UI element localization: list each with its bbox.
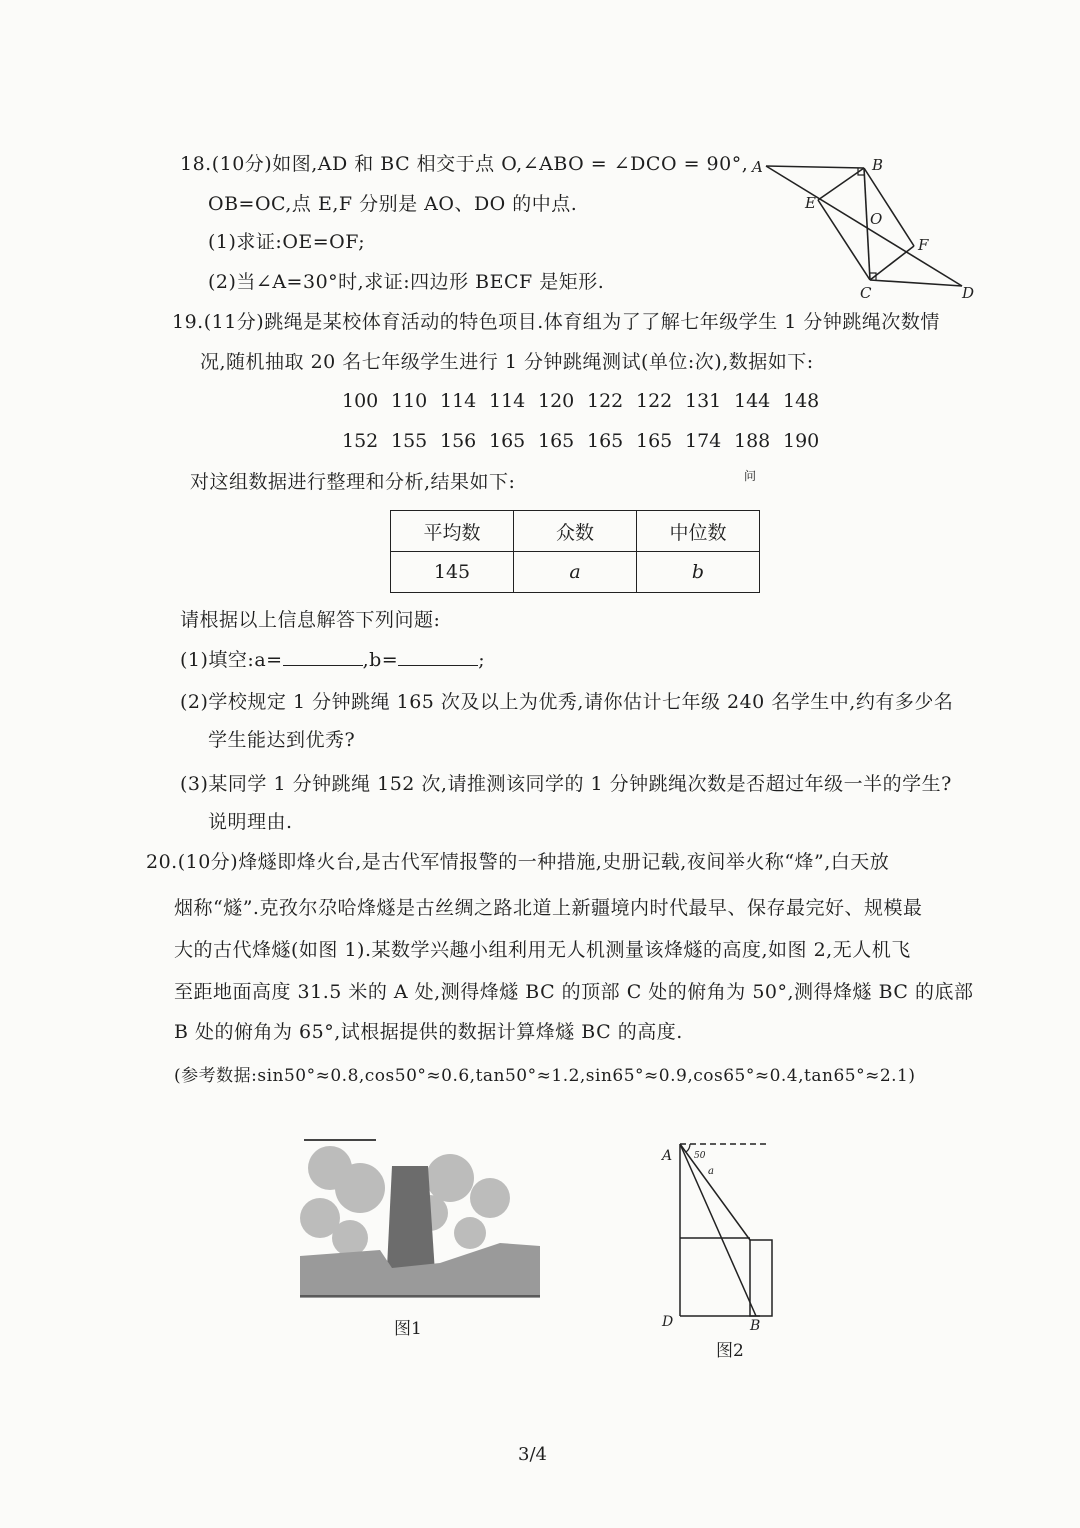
data-value: 188	[734, 430, 771, 452]
q19-part2-line1: (2)学校规定 1 分钟跳绳 165 次及以上为优秀,请你估计七年级 240 名学生中,约有多少名	[180, 691, 954, 713]
data-value: 165	[587, 430, 624, 452]
segment-ec	[818, 200, 870, 280]
q18-line2: OB=OC,点 E,F 分别是 AO、DO 的中点.	[208, 193, 578, 215]
label-a: A	[752, 158, 763, 176]
value-mean: 145	[391, 552, 514, 593]
data-value: 156	[440, 430, 477, 452]
value-median: b	[637, 552, 760, 593]
q20-line4: 至距地面高度 31.5 米的 A 处,测得烽燧 BC 的顶部 C 处的俯角为 50°,测得烽燧 BC 的底部	[174, 981, 974, 1003]
label-angle-50: 50	[694, 1151, 706, 1161]
data-value: 152	[342, 430, 379, 452]
data-value: 174	[685, 430, 722, 452]
data-value: 120	[538, 390, 575, 412]
data-value: 122	[636, 390, 673, 412]
data-value: 110	[391, 390, 428, 412]
q19-part3-line1: (3)某同学 1 分钟跳绳 152 次,请推测该同学的 1 分钟跳绳次数是否超过年级一半的学生?	[180, 773, 952, 795]
part1-end: ;	[478, 649, 486, 671]
q18-figure	[748, 150, 980, 305]
q19-line1: 19.(11分)跳绳是某校体育活动的特色项目.体育组为了了解七年级学生 1 分钟跳绳次数情	[172, 311, 940, 333]
q20-reference-data: (参考数据:sin50°≈0.8,cos50°≈0.6,tan50°≈1.2,sin65°≈0.9,cos65°≈0.4,tan65°≈2.1)	[174, 1066, 916, 1086]
sightline-to-b	[680, 1144, 756, 1316]
data-value: 155	[391, 430, 428, 452]
label-d: D	[662, 1314, 674, 1330]
data-value: 114	[440, 390, 477, 412]
label-f: F	[918, 236, 929, 254]
label-e: E	[805, 194, 816, 212]
q19-line3: 对这组数据进行整理和分析,结果如下:	[190, 471, 516, 493]
data-row-1	[342, 390, 832, 412]
label-a: A	[662, 1148, 673, 1164]
part1-mid: ,b=	[362, 649, 399, 671]
figure2-caption: 图2	[716, 1341, 744, 1361]
label-c: C	[860, 284, 872, 302]
label-angle-a: a	[708, 1166, 714, 1177]
beacon-tower-photo	[300, 1138, 540, 1310]
q19-line2: 况,随机抽取 20 名七年级学生进行 1 分钟跳绳测试(单位:次),数据如下:	[200, 351, 814, 373]
data-value: 190	[783, 430, 820, 452]
q18-part1: (1)求证:OE=OF;	[208, 231, 366, 253]
q18-part2: (2)当∠A=30°时,求证:四边形 BECF 是矩形.	[208, 271, 605, 293]
q18-line1: 18.(10分)如图,AD 和 BC 相交于点 O,∠ABO = ∠DCO = 90°,	[180, 153, 749, 175]
q20-line2: 烟称“燧”.克孜尔尕哈烽燧是古丝绸之路北道上新疆境内时代最早、保存最完好、规模最	[174, 897, 923, 919]
header-mean: 平均数	[391, 511, 514, 552]
segment-ab	[766, 166, 864, 168]
segment-be	[818, 168, 864, 200]
figure2-diagram	[656, 1130, 786, 1335]
q19-part2-line2: 学生能达到优秀?	[208, 729, 356, 751]
handwritten-mark: 问	[744, 469, 757, 483]
angle-arc	[686, 1144, 690, 1152]
data-value: 165	[538, 430, 575, 452]
segment-bf	[864, 168, 914, 246]
segment-cd	[870, 280, 962, 286]
data-value: 131	[685, 390, 722, 412]
header-mode: 众数	[514, 511, 637, 552]
part1-prefix: (1)填空:a=	[180, 649, 283, 671]
table-row	[391, 552, 760, 593]
figure1-caption: 图1	[394, 1319, 422, 1339]
q19-part1	[180, 646, 485, 674]
data-value: 114	[489, 390, 526, 412]
q19-part3-line2: 说明理由.	[208, 811, 293, 833]
data-value: 165	[489, 430, 526, 452]
table-header-row	[391, 511, 760, 552]
sightline-to-c	[680, 1144, 750, 1240]
segment-ad	[766, 166, 962, 286]
tower-bc	[750, 1240, 772, 1316]
label-d: D	[962, 284, 975, 302]
data-value: 165	[636, 430, 673, 452]
label-b: B	[750, 1318, 761, 1334]
answer-blank-a[interactable]	[283, 647, 363, 666]
data-value: 122	[587, 390, 624, 412]
data-row-2	[342, 430, 832, 452]
q19-line4: 请根据以上信息解答下列问题:	[180, 609, 441, 631]
header-median: 中位数	[637, 511, 760, 552]
data-value: 144	[734, 390, 771, 412]
value-mode: a	[514, 552, 637, 593]
label-o: O	[870, 210, 883, 228]
q20-line3: 大的古代烽燧(如图 1).某数学兴趣小组利用无人机测量该烽燧的高度,如图 2,无人机飞	[174, 939, 911, 961]
label-b: B	[872, 156, 884, 174]
q20-line1: 20.(10分)烽燧即烽火台,是古代军情报警的一种措施,史册记载,夜间举火称“烽”,白天放	[146, 851, 890, 873]
page-number: 3/4	[518, 1444, 547, 1465]
data-value: 100	[342, 390, 379, 412]
answer-blank-b[interactable]	[398, 647, 478, 666]
data-value: 148	[783, 390, 820, 412]
q20-line5: B 处的俯角为 65°,试根据提供的数据计算烽燧 BC 的高度.	[174, 1021, 683, 1043]
stats-table	[390, 510, 760, 593]
